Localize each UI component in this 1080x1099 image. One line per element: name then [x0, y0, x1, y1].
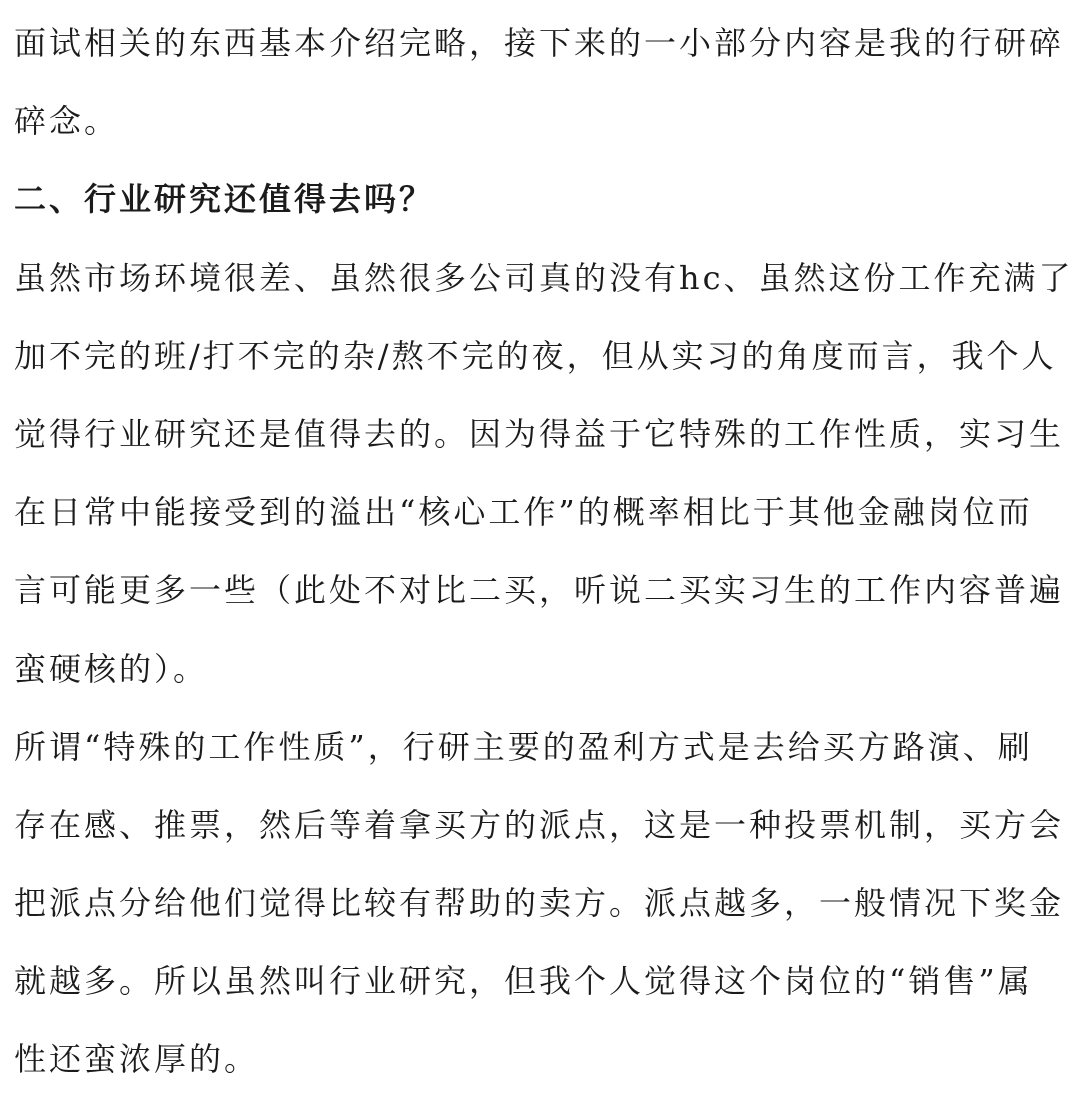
paragraph-line: 觉得行业研究还是值得去的。因为得益于它特殊的工作性质，实习生: [14, 414, 1065, 453]
paragraph-line: 虽然市场环境很差、虽然很多公司真的没有hc、虽然这份工作充满了: [14, 258, 1074, 297]
paragraph-line: 加不完的班/打不完的杂/熬不完的夜，但从实习的角度而言，我个人: [14, 336, 1057, 375]
paragraph-line: 面试相关的东西基本介绍完略，接下来的一小部分内容是我的行研碎: [14, 24, 1065, 62]
paragraph-line: 蛮硬核的）。: [14, 649, 209, 688]
paragraph-line: 存在感、推票，然后等着拿买方的派点，这是一种投票机制，买方会: [14, 805, 1065, 844]
paragraph-line: 把派点分给他们觉得比较有帮助的卖方。派点越多，一般情况下奖金: [14, 884, 1065, 923]
section-heading: 二、行业研究还值得去吗？: [14, 180, 435, 219]
paragraph-line: 就越多。所以虽然叫行业研究，但我个人觉得这个岗位的“销售”属: [14, 962, 1033, 1001]
paragraph-line: 性还蛮浓厚的。: [14, 1040, 260, 1079]
paragraph-line: 在日常中能接受到的溢出“核心工作”的概率相比于其他金融岗位而: [14, 493, 1033, 532]
paragraph-line: 碎念。: [14, 102, 120, 141]
paragraph-line: 所谓“特殊的工作性质”，行研主要的盈利方式是去给买方路演、刷: [14, 727, 1033, 766]
paragraph-line: 言可能更多一些（此处不对比二买，听说二买实习生的工作内容普遍: [14, 571, 1065, 610]
